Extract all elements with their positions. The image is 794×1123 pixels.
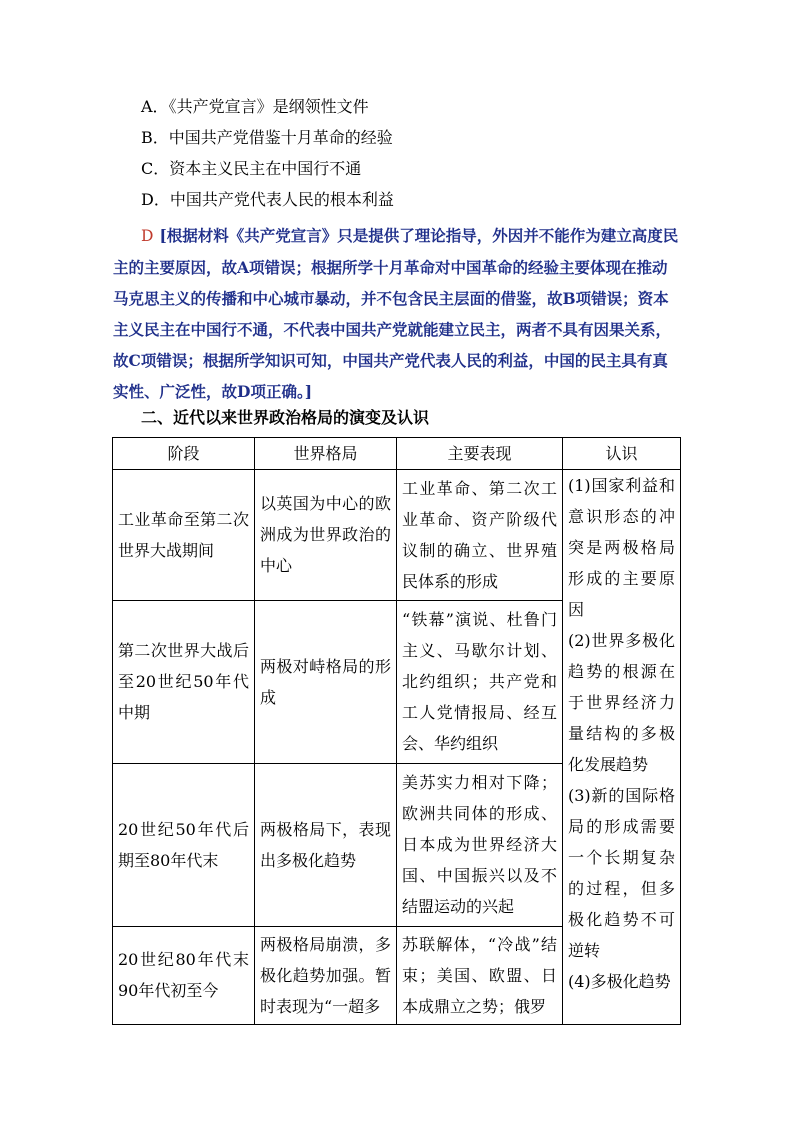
- world-pattern-table: [112, 437, 681, 1025]
- answer-explanation: [根据材料《共产党宣言》只是提供了理论指导，外因并不能作为建立高度民主的主要原因，故A项错误；根据所学十月革命对中国革命的经验主要体现在推动马克思主义的传播和中心城市暴动，并不包含民主层面的借鉴，故B项错误；资本主义民主在中国行不通，不代表中国共产党就能建立民主，两者不具有因果关系，故C项错误；根据所学知识可知，中国共产党代表人民的利益，中国的民主具有真实性、广泛性，故D项正确。]: [113, 226, 679, 401]
- header-stage: 阶段: [113, 438, 255, 470]
- section-title: 二、近代以来世界政治格局的演变及认识: [141, 408, 430, 427]
- option-b: [141, 128, 393, 148]
- header-insight: 认识: [563, 438, 681, 470]
- stage-cell: 20世纪50年代后期至80年代末: [113, 763, 255, 926]
- pattern-cell: [255, 926, 397, 1024]
- option-d: [141, 190, 394, 210]
- insight-cell: [563, 470, 681, 1025]
- table-header-row: [113, 438, 681, 470]
- option-letter: B．: [141, 128, 169, 147]
- answer-letter: D: [141, 227, 154, 245]
- pattern-cell: 两极对峙格局的形成: [255, 600, 397, 763]
- stage-cell: 第二次世界大战后至20世纪50年代中期: [113, 600, 255, 763]
- features-text: 苏联解体，“冷战”结束；美国、欧盟、日本成鼎立之势；俄罗: [402, 934, 557, 1016]
- stage-cell: 20世纪80年代末90年代初至今: [113, 926, 255, 1024]
- table-row: [113, 470, 681, 601]
- pattern-text: 两极格局崩溃，多极化趋势加强。暂时表现为“一超多: [260, 934, 391, 1016]
- header-features: 主要表现: [397, 438, 563, 470]
- option-text: 资本主义民主在中国行不通: [169, 159, 362, 178]
- option-a: [141, 97, 369, 117]
- features-cell: “铁幕”演说、杜鲁门主义、马歇尔计划、北约组织；共产党和工人党情报局、经互会、华约组织: [397, 600, 563, 763]
- option-letter: A．: [141, 97, 169, 116]
- features-cell: 工业革命、第二次工业革命、资产阶级代议制的确立、世界殖民体系的形成: [397, 470, 563, 601]
- answer-explanation-block: [113, 220, 683, 407]
- features-cell: 美苏实力相对下降；欧洲共同体的形成、日本成为世界经济大国、中国振兴以及不结盟运动的兴起: [397, 763, 563, 926]
- option-c: [141, 159, 361, 179]
- pattern-cell: 两极格局下，表现出多极化趋势: [255, 763, 397, 926]
- option-text: 《共产党宣言》是纲领性文件: [168, 97, 369, 116]
- option-letter: C．: [141, 159, 170, 178]
- insight-text: (1)国家利益和意识形态的冲突是两极格局形成的主要原因 (2)世界多极化趋势的根源在于世界经济力量结构的多极化发展趋势 (3)新的国际格局的形成需要一个长期复杂的过程，但多极化趋势不可逆转 (4)多极化趋势: [568, 476, 675, 991]
- header-pattern: 世界格局: [255, 438, 397, 470]
- pattern-cell: 以英国为中心的欧洲成为世界政治的中心: [255, 470, 397, 601]
- option-letter: D．: [141, 190, 170, 209]
- option-text: 中国共产党借鉴十月革命的经验: [168, 128, 393, 147]
- features-cell: [397, 926, 563, 1024]
- option-text: 中国共产党代表人民的根本利益: [169, 190, 394, 209]
- stage-cell: 工业革命至第二次世界大战期间: [113, 470, 255, 601]
